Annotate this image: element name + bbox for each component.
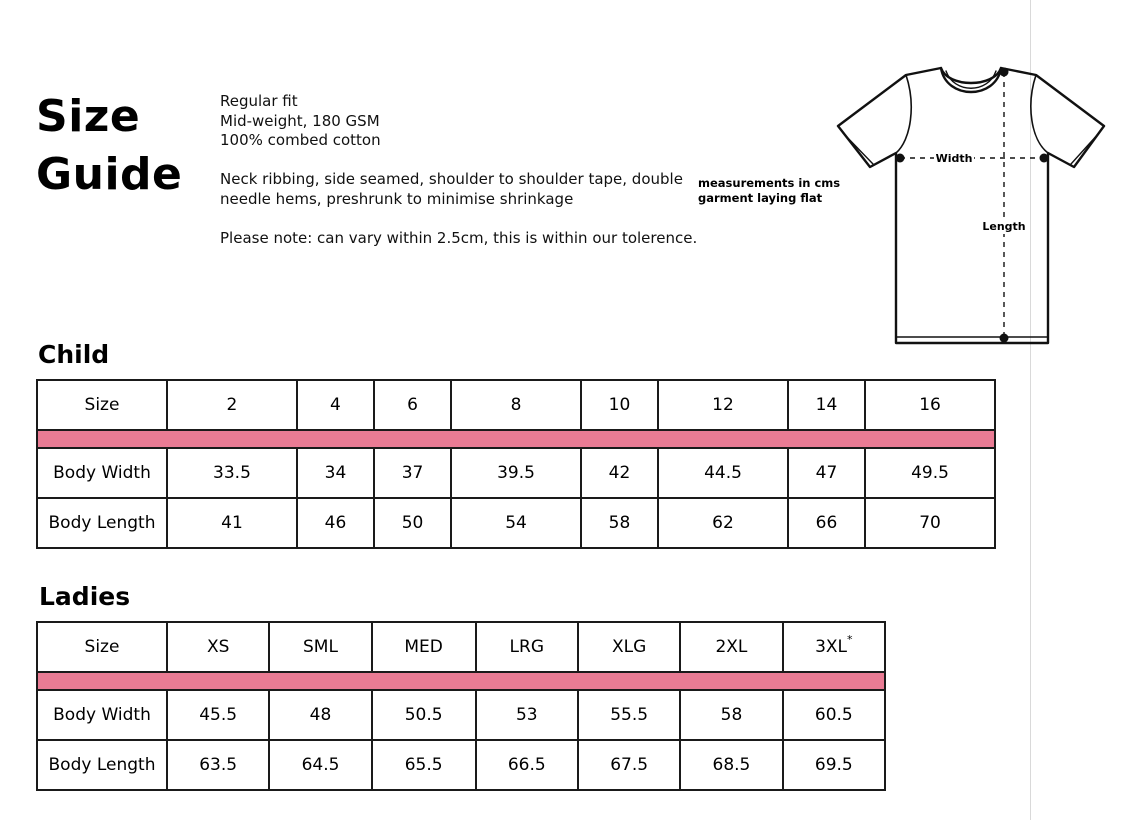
value-cell: 42 bbox=[581, 448, 658, 498]
value-cell: 41 bbox=[167, 498, 297, 548]
value-cell: 66.5 bbox=[476, 740, 578, 790]
value-cell: 54 bbox=[451, 498, 581, 548]
value-cell: 34 bbox=[297, 448, 374, 498]
value-cell: 65.5 bbox=[372, 740, 476, 790]
tshirt-outline bbox=[838, 68, 1104, 343]
footnote-marker: * bbox=[847, 633, 853, 646]
value-cell: 58 bbox=[581, 498, 658, 548]
size-header: Size bbox=[37, 380, 167, 430]
size-cell: 14 bbox=[788, 380, 865, 430]
title-line-2: Guide bbox=[36, 149, 183, 200]
tolerance-note: Please note: can vary within 2.5cm, this is within our tolerence. bbox=[220, 228, 698, 247]
measurement-note bbox=[698, 176, 840, 206]
construction-text: Neck ribbing, side seamed, shoulder to shoulder tape, double needle hems, preshrunk to minimise shrinkage bbox=[220, 170, 683, 208]
value-cell: 39.5 bbox=[451, 448, 581, 498]
size-cell: XS bbox=[167, 622, 269, 672]
tshirt-right-sleeve-seam bbox=[1031, 75, 1048, 153]
tshirt-diagram bbox=[836, 60, 1108, 350]
material-text: 100% combed cotton bbox=[220, 131, 381, 149]
tshirt-right-cuff bbox=[1071, 133, 1099, 164]
ladies-size-table bbox=[36, 621, 886, 791]
accent-band bbox=[37, 430, 995, 448]
child-size-table bbox=[36, 379, 996, 549]
tshirt-left-cuff bbox=[843, 133, 873, 164]
child-section-title: Child bbox=[38, 340, 110, 369]
table-row bbox=[37, 690, 885, 740]
width-end-dot bbox=[1040, 154, 1049, 163]
size-cell: 2XL bbox=[680, 622, 782, 672]
width-label: Width bbox=[935, 152, 973, 165]
value-cell: 69.5 bbox=[783, 740, 885, 790]
value-cell: 68.5 bbox=[680, 740, 782, 790]
value-cell: 70 bbox=[865, 498, 995, 548]
measurement-method: garment laying flat bbox=[698, 191, 823, 205]
page-title bbox=[36, 88, 182, 204]
fit-text: Regular fit bbox=[220, 92, 298, 110]
table-row bbox=[37, 740, 885, 790]
value-cell: 45.5 bbox=[167, 690, 269, 740]
size-cell: LRG bbox=[476, 622, 578, 672]
weight-text: Mid-weight, 180 GSM bbox=[220, 111, 380, 130]
length-label: Length bbox=[982, 220, 1026, 233]
size-cell: 4 bbox=[297, 380, 374, 430]
value-cell: 60.5 bbox=[783, 690, 885, 740]
value-cell: 55.5 bbox=[578, 690, 680, 740]
title-line-1: Size bbox=[36, 91, 141, 142]
table-row bbox=[37, 448, 995, 498]
value-cell: 66 bbox=[788, 498, 865, 548]
accent-band-cell bbox=[37, 672, 885, 690]
size-cell: 8 bbox=[451, 380, 581, 430]
accent-band-cell bbox=[37, 430, 995, 448]
value-cell: 53 bbox=[476, 690, 578, 740]
value-cell: 63.5 bbox=[167, 740, 269, 790]
size-cell: 10 bbox=[581, 380, 658, 430]
value-cell: 67.5 bbox=[578, 740, 680, 790]
size-cell-3xl bbox=[783, 622, 885, 672]
value-cell: 50 bbox=[374, 498, 451, 548]
value-cell: 44.5 bbox=[658, 448, 788, 498]
size-cell: MED bbox=[372, 622, 476, 672]
measurement-units: measurements in cms bbox=[698, 176, 841, 190]
value-cell: 37 bbox=[374, 448, 451, 498]
ladies-section-title: Ladies bbox=[39, 582, 131, 611]
length-end-dot bbox=[1000, 334, 1009, 343]
size-cell: 2 bbox=[167, 380, 297, 430]
size-3xl-text: 3XL bbox=[815, 637, 848, 657]
product-description bbox=[220, 92, 700, 268]
value-cell: 50.5 bbox=[372, 690, 476, 740]
accent-band bbox=[37, 672, 885, 690]
value-cell: 47 bbox=[788, 448, 865, 498]
body-length-label: Body Length bbox=[37, 740, 167, 790]
size-cell: 12 bbox=[658, 380, 788, 430]
fabric-specs bbox=[220, 92, 700, 151]
tshirt-left-sleeve-seam bbox=[896, 75, 911, 153]
body-length-label: Body Length bbox=[37, 498, 167, 548]
size-cell: SML bbox=[269, 622, 371, 672]
value-cell: 48 bbox=[269, 690, 371, 740]
size-cell: 16 bbox=[865, 380, 995, 430]
table-row bbox=[37, 498, 995, 548]
size-cell: 6 bbox=[374, 380, 451, 430]
body-width-label: Body Width bbox=[37, 690, 167, 740]
length-start-dot bbox=[1000, 68, 1009, 77]
value-cell: 49.5 bbox=[865, 448, 995, 498]
table-row bbox=[37, 622, 885, 672]
value-cell: 46 bbox=[297, 498, 374, 548]
size-header: Size bbox=[37, 622, 167, 672]
width-start-dot bbox=[896, 154, 905, 163]
value-cell: 58 bbox=[680, 690, 782, 740]
value-cell: 64.5 bbox=[269, 740, 371, 790]
value-cell: 33.5 bbox=[167, 448, 297, 498]
value-cell: 62 bbox=[658, 498, 788, 548]
table-row bbox=[37, 380, 995, 430]
size-cell: XLG bbox=[578, 622, 680, 672]
body-width-label: Body Width bbox=[37, 448, 167, 498]
